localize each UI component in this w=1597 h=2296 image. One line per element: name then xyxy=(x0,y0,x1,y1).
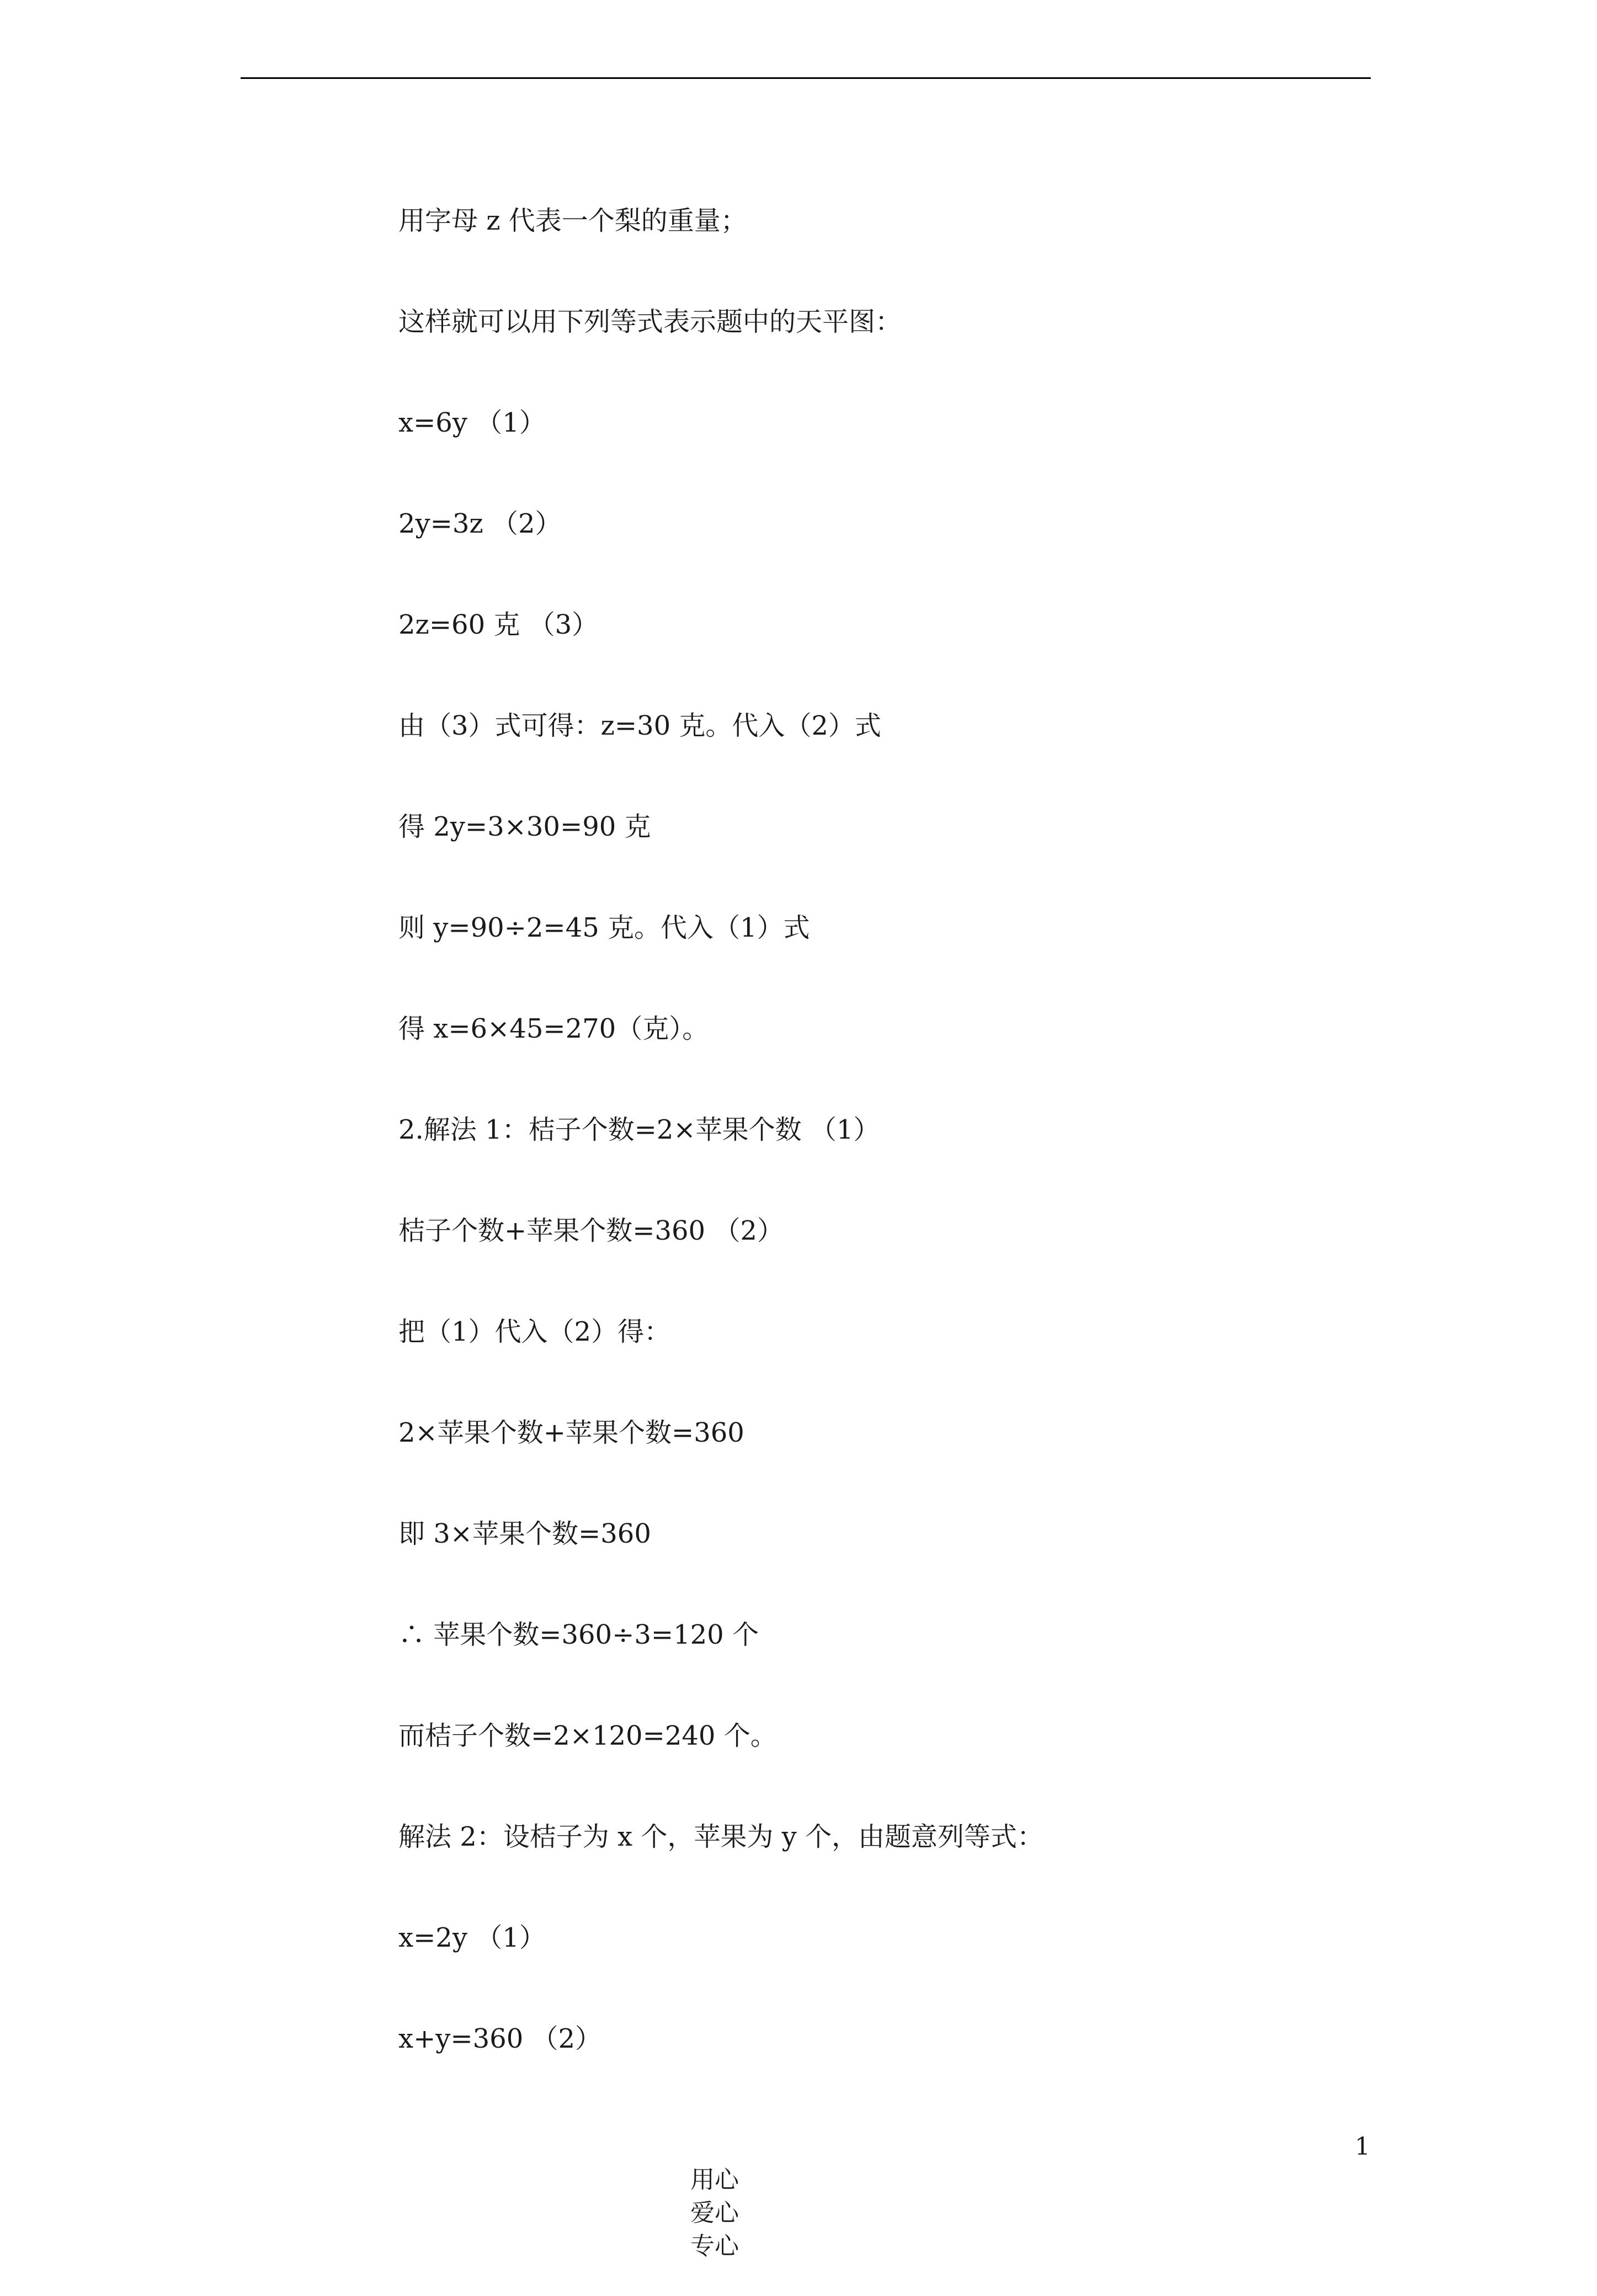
text-line: 2.解法 1：桔子个数=2×苹果个数 （1） xyxy=(398,1114,880,1145)
footer-motto-item: 爱心 xyxy=(690,2199,739,2227)
text-line: 2×苹果个数+苹果个数=360 xyxy=(398,1417,744,1448)
header-rule xyxy=(241,77,1371,79)
text-line: 即 3×苹果个数=360 xyxy=(398,1518,651,1549)
text-line: 把（1）代入（2）得： xyxy=(398,1316,671,1347)
equation-line: 2y=3z （2） xyxy=(398,508,562,539)
page-number: 1 xyxy=(1355,2133,1370,2161)
text-line: ∴ 苹果个数=360÷3=120 个 xyxy=(398,1619,759,1650)
text-line: 则 y=90÷2=45 克。代入（1）式 xyxy=(398,912,810,943)
footer-motto-item: 专心 xyxy=(690,2232,739,2260)
text-line: 解法 2：设桔子为 x 个，苹果为 y 个，由题意列等式： xyxy=(398,1821,1044,1852)
text-line: 得 x=6×45=270（克）。 xyxy=(398,1013,709,1044)
document-body xyxy=(398,204,1447,2123)
text-line: 由（3）式可得：z=30 克。代入（2）式 xyxy=(398,710,881,741)
equation-line: 2z=60 克 （3） xyxy=(398,609,599,640)
text-line: 而桔子个数=2×120=240 个。 xyxy=(398,1720,777,1751)
equation-line: x=2y （1） xyxy=(398,1922,546,1953)
equation-line: x=6y （1） xyxy=(398,407,546,438)
footer-motto xyxy=(659,2130,790,2296)
text-line: 用字母 z 代表一个梨的重量； xyxy=(398,205,747,236)
equation-line: x+y=360 （2） xyxy=(398,2023,602,2054)
footer-motto-item: 用心 xyxy=(690,2166,739,2194)
text-line: 得 2y=3×30=90 克 xyxy=(398,811,651,842)
text-line: 桔子个数+苹果个数=360 （2） xyxy=(398,1215,784,1246)
text-line: 这样就可以用下列等式表示题中的天平图： xyxy=(398,306,902,337)
